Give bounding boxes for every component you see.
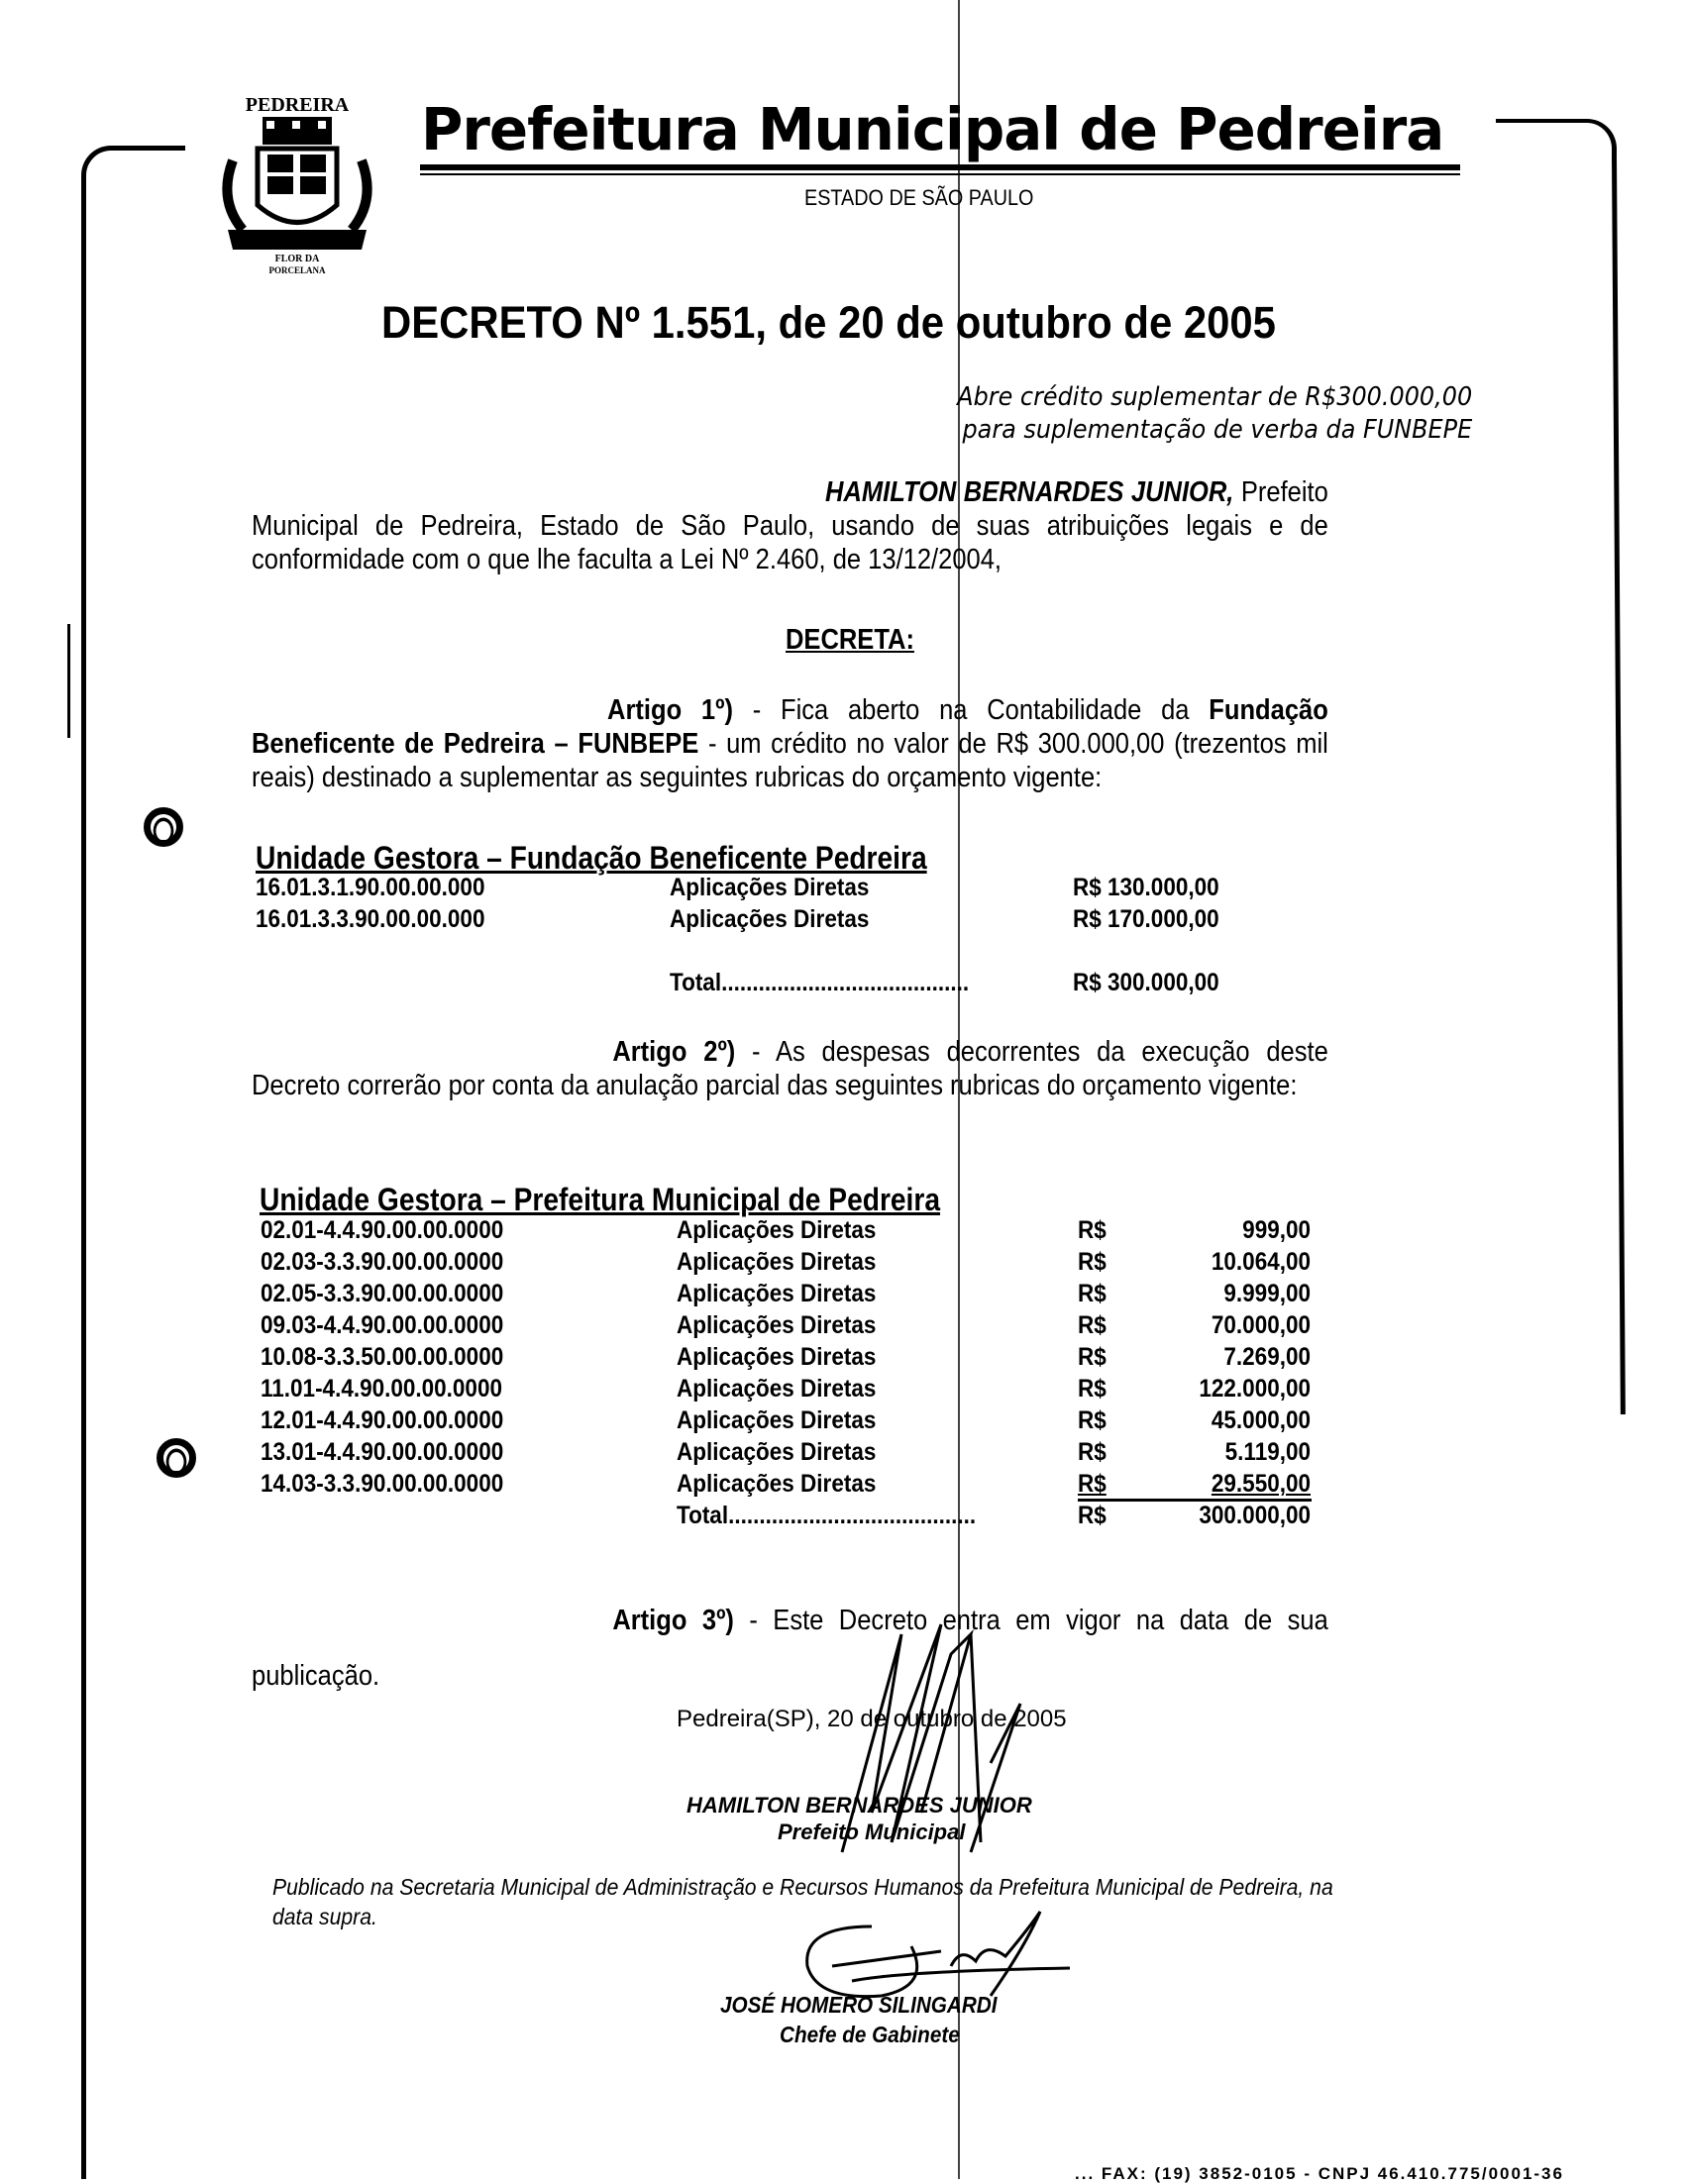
preamble-paragraph [252, 475, 1328, 576]
mayor-signature-role: Prefeito Municipal [778, 1820, 966, 1844]
chief-signature-role: Chefe de Gabinete [780, 2022, 960, 2047]
article-2-label: Artigo 2º) [612, 1036, 736, 1068]
table-row: 02.03-3.3.90.00.00.0000 Aplicações Diretas R$ 10.064,00 [261, 1248, 1311, 1276]
coat-of-arms-logo [213, 81, 381, 274]
total-row: Total........................................ R$ 300.000,00 [670, 969, 1219, 996]
table-row: 16.01.3.3.90.00.00.000 Aplicações Diretas R$ 170.000,00 [256, 905, 1219, 933]
decree-summary [957, 381, 1472, 447]
svg-text:PORCELANA: PORCELANA [268, 265, 326, 274]
table-row: 02.01-4.4.90.00.00.0000 Aplicações Diretas R$ 999,00 [261, 1216, 1311, 1244]
svg-text:FLOR DA: FLOR DA [274, 254, 320, 264]
punch-hole-icon [144, 807, 183, 847]
total-row: Total........................................ R$ 300.000,00 [677, 1502, 1311, 1529]
mayor-signature-name: HAMILTON BERNARDES JUNIOR [686, 1793, 1032, 1818]
unit-heading-prefeitura: Unidade Gestora – Prefeitura Municipal de Pedreira [260, 1182, 941, 1217]
summary-line-1: Abre crédito suplementar de R$300.000,00 [957, 382, 1472, 412]
mayor-name: HAMILTON BERNARDES JUNIOR, [825, 476, 1234, 508]
table-row: 12.01-4.4.90.00.00.0000 Aplicações Diretas R$ 45.000,00 [261, 1406, 1311, 1434]
decree-title: DECRETO Nº 1.551, de 20 de outubro de 2005 [381, 297, 1276, 348]
state-subtitle: ESTADO DE SÃO PAULO [804, 185, 1034, 210]
page-frame-left [81, 183, 86, 2179]
table-row: 13.01-4.4.90.00.00.0000 Aplicações Diretas R$ 5.119,00 [261, 1438, 1311, 1466]
page-frame-right [1612, 156, 1626, 1414]
article-1-paragraph: Artigo 1º) - Fica aberto na Contabilidade da Fundação Beneficente de Pedreira – FUNBEPE - um crédito no valor de R$ 300.000,00 (trezentos mil reais) destinado a suplementar as seguintes rubricas do orçamento vigente: [252, 694, 1328, 793]
article-3-label: Artigo 3º) [612, 1605, 734, 1636]
title-underline [420, 164, 1460, 170]
decreta-heading: DECRETA: [786, 624, 914, 656]
summary-line-2: para suplementação de verba da FUNBEPE [962, 415, 1472, 445]
publication-note: Publicado na Secretaria Municipal de Administração e Recursos Humanos da Prefeitura Municipal de Pedreira, na data supra. [272, 1874, 1333, 1929]
crest-icon [213, 81, 381, 274]
table-row: 10.08-3.3.50.00.00.0000 Aplicações Diretas R$ 7.269,00 [261, 1343, 1311, 1371]
footer-contact: ... FAX: (19) 3852-0105 - CNPJ 46.410.775/0001-36 [1075, 2164, 1564, 2183]
table-row: 14.03-3.3.90.00.00.0000 Aplicações Diretas R$ 29.550,00 [261, 1470, 1311, 1498]
page-frame-corner-right [1496, 119, 1617, 162]
title-underline-thin [420, 173, 1460, 175]
funbepe-entity: Fundação Beneficente de Pedreira – FUNBEPE [252, 694, 1328, 760]
preamble-text: Prefeito Municipal de Pedreira, Estado de São Paulo, usando de suas atribuições legais e de conformidade com o que lhe faculta a Lei Nº 2.460, de 13/12/2004, [252, 476, 1328, 575]
mayor-signature-icon [832, 1614, 1030, 1862]
punch-hole-icon [157, 1438, 196, 1478]
margin-mark [67, 624, 70, 738]
article-1-label: Artigo 1º) [607, 694, 733, 726]
institution-title: Prefeitura Municipal de Pedreira [421, 95, 1444, 163]
table-row: 16.01.3.1.90.00.00.000 Aplicações Diretas R$ 130.000,00 [256, 874, 1219, 901]
unit-heading-funbepe: Unidade Gestora – Fundação Beneficente Pedreira [256, 840, 927, 876]
place-date: Pedreira(SP), 20 de outubro de 2005 [677, 1706, 1067, 1732]
chief-signature-name: JOSÉ HOMERO SILINGARDI [720, 1992, 998, 2018]
page-frame-corner-left [81, 146, 185, 190]
table-row: 02.05-3.3.90.00.00.0000 Aplicações Diretas R$ 9.999,00 [261, 1280, 1311, 1307]
table-row: 11.01-4.4.90.00.00.0000 Aplicações Diretas R$ 122.000,00 [261, 1375, 1311, 1403]
article-2-paragraph: Artigo 2º) - As despesas decorrentes da execução deste Decreto correrão por conta da anulação parcial das seguintes rubricas do orçamento vigente: [252, 1036, 1328, 1101]
article-3-paragraph: Artigo 3º) - Este Decreto entra em vigor na data de sua publicação. [252, 1605, 1328, 1692]
table-row: 09.03-4.4.90.00.00.0000 Aplicações Diretas R$ 70.000,00 [261, 1311, 1311, 1339]
svg-text:PEDREIRA: PEDREIRA [245, 94, 350, 116]
